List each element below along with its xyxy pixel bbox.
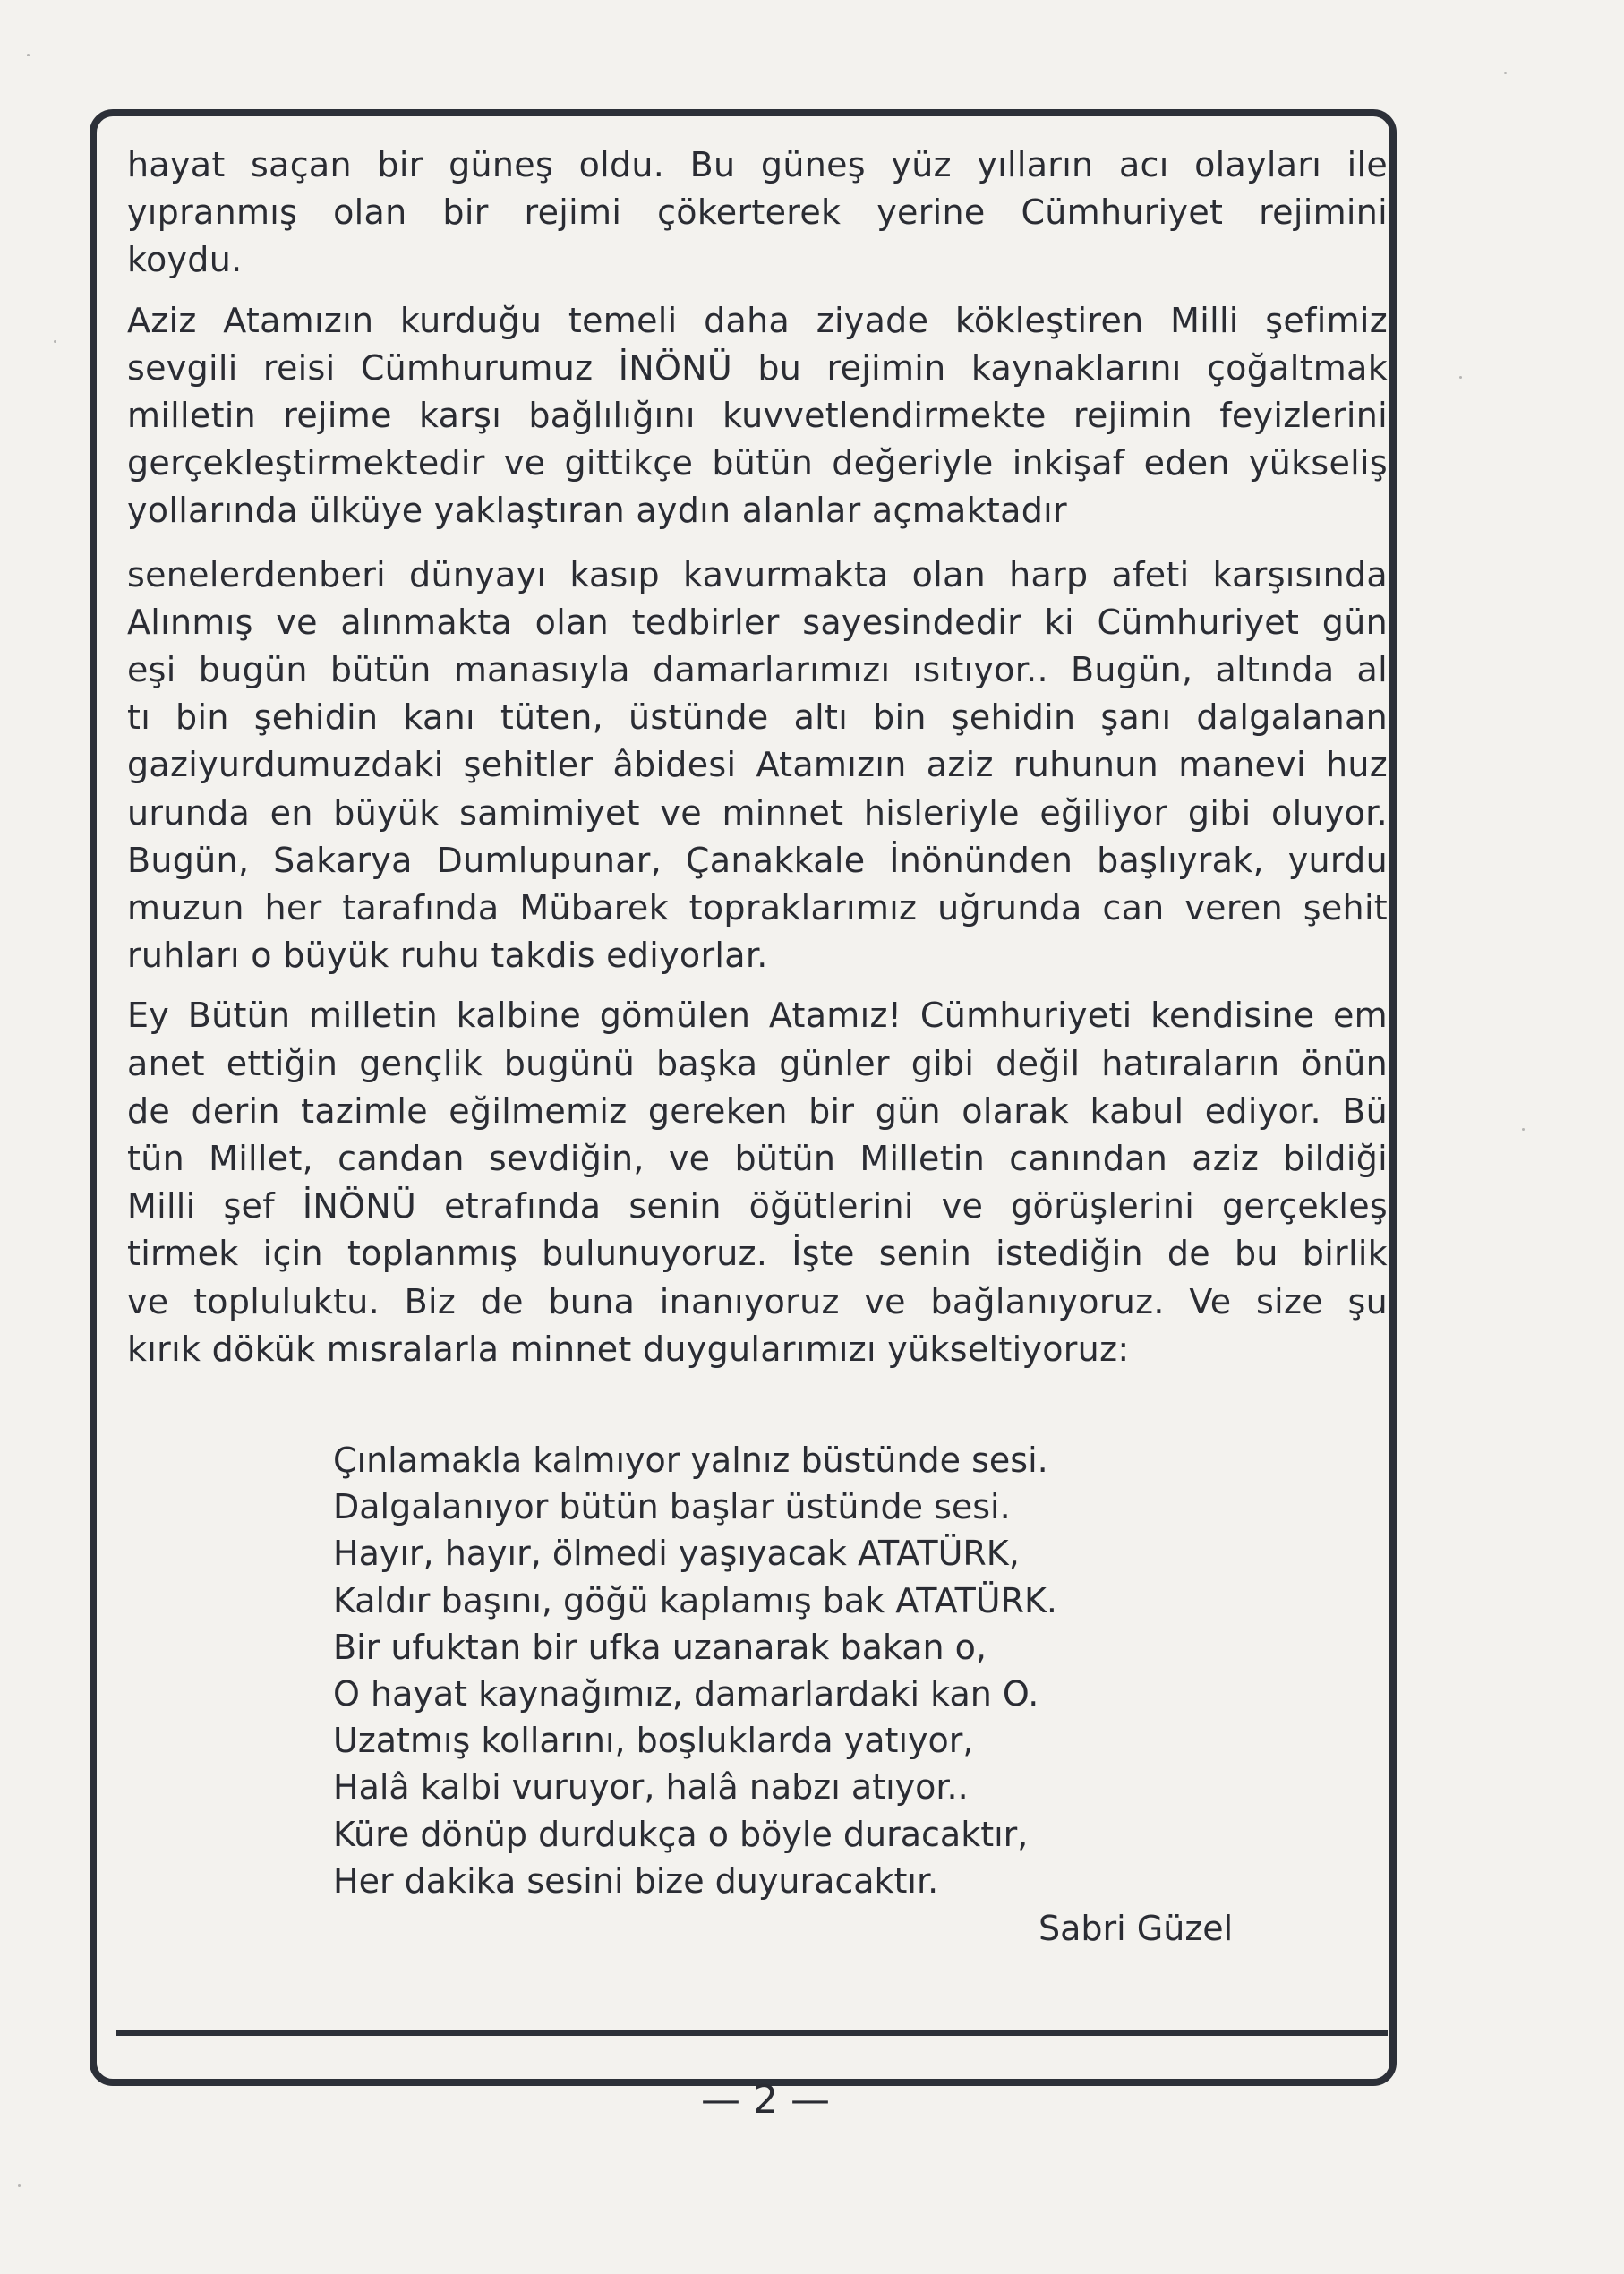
text-line: yollarında ülküye yaklaştıran aydın alanlar açmaktadır: [127, 491, 1067, 531]
text-line: Milli şef İNÖNÜ etrafında senin öğütlerini ve görüşlerini gerçekleş: [127, 1186, 1388, 1227]
text-line: milletin rejime karşı bağlılığını kuvvetlendirmekte rejimin feyizlerini: [127, 396, 1388, 436]
text-line: ve topluluktu. Biz de buna inanıyoruz ve bağlanıyoruz. Ve size şu: [127, 1281, 1388, 1321]
text-line: hayat saçan bir güneş oldu. Bu güneş yüz yılların acı olayları ile: [127, 145, 1388, 184]
poem-verse: Halâ kalbi vuruyor, halâ nabzı atıyor..: [333, 1767, 969, 1808]
author-signature: Sabri Güzel: [1039, 1909, 1234, 1948]
scan-noise: [18, 2184, 21, 2187]
text-line: de derin tazimle eğilmemiz gereken bir gün olarak kabul ediyor. Bü: [127, 1090, 1388, 1131]
text-line: sevgili reisi Cümhurumuz İNÖNÜ bu rejimin kaynaklarını çoğaltmak: [127, 347, 1388, 388]
scan-noise: [54, 340, 56, 343]
text-line: ruhları o büyük ruhu takdis ediyorlar.: [127, 936, 768, 976]
paragraph: [127, 141, 1388, 285]
text-line: urunda en büyük samimiyet ve minnet hisleriyle eğiliyor gibi oluyor.: [127, 792, 1388, 833]
poem-verse: O hayat kaynağımız, damarlardaki kan O.: [333, 1674, 1039, 1714]
text-line: koydu.: [127, 240, 243, 280]
scan-noise: [1504, 72, 1507, 74]
text-line: Bugün, Sakarya Dumlupunar, Çanakkale İnönünden başlıyrak, yurdu: [127, 840, 1388, 880]
text-line: gerçekleştirmektedir ve gittikçe bütün değeriyle inkişaf eden yükseliş: [127, 443, 1388, 483]
text-line: Ey Bütün milletin kalbine gömülen Atamız! Cümhuriyeti kendisine em: [127, 996, 1388, 1036]
paragraph: [127, 297, 1388, 535]
scan-noise: [1459, 376, 1462, 379]
text-line: eşi bugün bütün manasıyla damarlarımızı ısıtıyor.. Bugün, altında al: [127, 650, 1388, 690]
text-line: senelerdenberi dünyayı kasıp kavurmakta olan harp afeti karşısında: [127, 554, 1388, 594]
poem-verse: Uzatmış kollarını, boşluklarda yatıyor,: [333, 1721, 974, 1761]
text-line: tün Millet, candan sevdiğin, ve bütün Milletin canından aziz bildiği: [127, 1139, 1388, 1179]
text-line: kırık dökük mısralarla minnet duygularımızı yükseltiyoruz:: [127, 1329, 1130, 1369]
scan-noise: [1522, 1128, 1525, 1131]
text-line: tirmek için toplanmış bulunuyoruz. İşte senin istediğin de bu birlik: [127, 1234, 1388, 1274]
poem-verse: Dalgalanıyor bütün başlar üstünde sesi.: [333, 1487, 1011, 1527]
page-number: — 2 —: [701, 2077, 830, 2123]
body-text: [127, 141, 1388, 1373]
border-bottom-rule: [116, 2030, 1388, 2036]
text-line: Alınmış ve alınmakta olan tedbirler sayesindedir ki Cümhuriyet gün: [127, 602, 1388, 642]
poem-verse: Bir ufuktan bir ufka uzanarak bakan o,: [333, 1627, 987, 1667]
text-line: Aziz Atamızın kurduğu temeli daha ziyade kökleştiren Milli şefimiz: [127, 300, 1388, 340]
poem-verse: Hayır, hayır, ölmedi yaşıyacak ATATÜRK,: [333, 1534, 1020, 1574]
poem-verse: Çınlamakla kalmıyor yalnız büstünde sesi.: [333, 1440, 1048, 1480]
text-line: anet ettiğin gençlik bugünü başka günler gibi değil hatıraların önün: [127, 1043, 1388, 1083]
text-line: yıpranmış olan bir rejimi çökerterek yerine Cümhuriyet rejimini: [127, 192, 1388, 233]
paragraph: [127, 551, 1388, 980]
poem-verse: Kaldır başını, göğü kaplamış bak ATATÜRK.: [333, 1580, 1058, 1620]
text-line: muzun her tarafında Mübarek topraklarımız uğrunda can veren şehit: [127, 888, 1388, 928]
text-line: gaziyurdumuzdaki şehitler âbidesi Atamızın aziz ruhunun manevi huz: [127, 745, 1388, 785]
poem-verse: Her dakika sesini bize duyuracaktır.: [333, 1860, 939, 1901]
text-line: tı bin şehidin kanı tüten, üstünde altı bin şehidin şanı dalgalanan: [127, 697, 1388, 738]
scan-noise: [27, 54, 30, 56]
poem-verse: Küre dönüp durdukça o böyle duracaktır,: [333, 1814, 1029, 1854]
poem: [333, 1437, 1228, 1904]
paragraph: [127, 992, 1388, 1373]
